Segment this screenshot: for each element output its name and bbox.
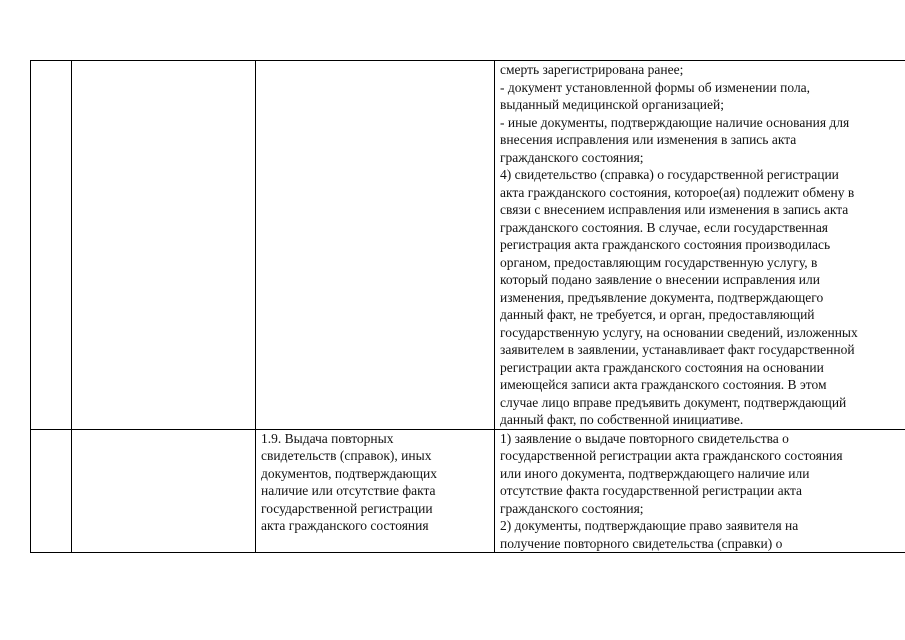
text-line: заявителем в заявлении, устанавливает факт государственной [500,342,855,357]
text-line: государственной регистрации [261,500,433,516]
text-line: гражданского состояния; [500,149,644,165]
text-line: органом, предоставляющим государственную услугу, в [500,254,818,270]
text-line: регистрации акта гражданского состояния на основании [500,359,824,375]
text-line: случае лицо вправе предъявить документ, подтверждающий [500,394,847,410]
text-line: имеющейся записи акта гражданского состояния. В этом [500,377,827,392]
text-line: получение повторного свидетельства (справки) о [500,535,783,551]
table-row [31,429,905,553]
table-cell-service-name [256,429,495,553]
text-line: данный факт, не требуется, и орган, предоставляющий [500,307,815,322]
table-cell-empty [72,61,256,430]
text-line: гражданского состояния. В случае, если государственная [500,219,829,235]
text-line: государственной регистрации акта гражданского состояния [500,448,843,463]
services-documents-table [30,60,905,553]
text-line: свидетельств (справок), иных [261,448,432,463]
text-line: наличие или отсутствие факта [261,483,436,498]
text-line: смерть зарегистрирована ранее; [500,62,684,77]
text-line: который подано заявление о внесении исправления или [500,272,820,287]
text-line: отсутствие факта государственной регистрации акта [500,483,803,498]
text-line: - иные документы, подтверждающие наличие основания для [500,114,850,130]
text-line: 1) заявление о выдаче повторного свидетельства о [500,430,789,446]
text-line: 4) свидетельство (справка) о государственной регистрации [500,167,839,182]
text-line: или иного документа, подтверждающего наличие или [500,465,810,481]
table-cell-number [31,429,72,553]
text-line: связи с внесением исправления или изменения в запись акта [500,202,849,217]
table-cell-documents [495,61,905,430]
table-cell-empty [72,429,256,553]
text-line: изменения, предъявление документа, подтверждающего [500,289,824,305]
text-line: акта гражданского состояния, которое(ая) подлежит обмену в [500,184,855,200]
text-line: - документ установленной формы об изменении пола, [500,79,811,95]
text-line: регистрация акта гражданского состояния производилась [500,237,831,252]
text-line: внесения исправления или изменения в запись акта [500,132,797,147]
text-line: гражданского состояния; [500,500,644,516]
text-line: данный факт, по собственной инициативе. [500,412,744,427]
text-line: выданный медицинской организацией; [500,97,724,112]
table-cell-number [31,61,72,430]
text-line: 2) документы, подтверждающие право заявителя на [500,518,799,533]
table-row [31,61,905,430]
text-line: акта гражданского состояния [261,518,429,533]
text-line: государственную услугу, на основании сведений, изложенных [500,324,858,340]
table-cell-service-name [256,61,495,430]
table-cell-documents [495,429,905,553]
text-line: 1.9. Выдача повторных [261,430,394,446]
text-line: документов, подтверждающих [261,465,437,481]
